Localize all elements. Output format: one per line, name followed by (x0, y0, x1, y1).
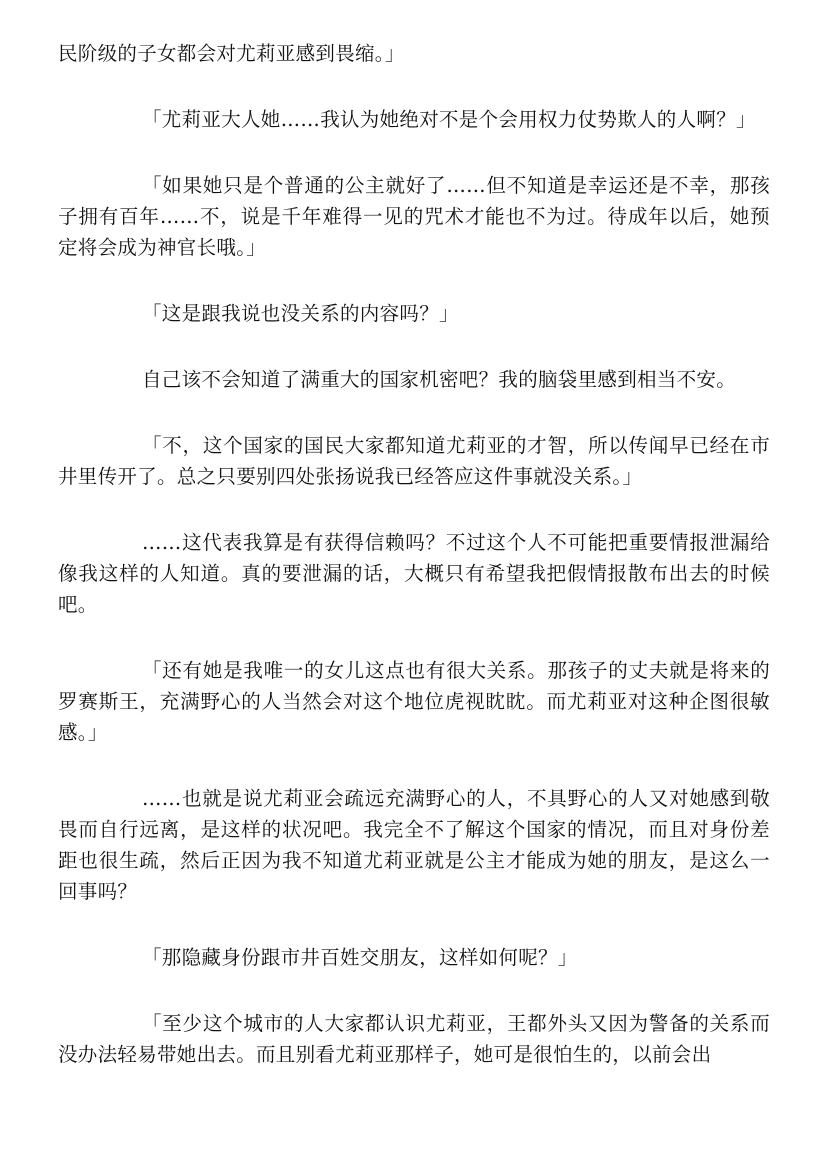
paragraph: 「不，这个国家的国民大家都知道尤莉亚的才智，所以传闻早已经在市井里传开了。总之只要别四处张扬说我已经答应这件事就没关系。」 (58, 434, 770, 488)
paragraph: 「尤莉亚大人她……我认为她绝对不是个会用权力仗势欺人的人啊？」 (142, 108, 756, 131)
paragraph: 自己该不会知道了满重大的国家机密吧？我的脑袋里感到相当不安。 (142, 368, 737, 391)
paragraph: 民阶级的子女都会对尤莉亚感到畏缩。」 (58, 42, 405, 65)
paragraph: ……这代表我算是有获得信赖吗？不过这个人不可能把重要情报泄漏给像我这样的人知道。真的要泄漏的话，大概只有希望我把假情报散布出去的时候吧。 (58, 531, 770, 616)
document-page (58, 38, 770, 1105)
paragraph: ……也就是说尤莉亚会疏远充满野心的人，不具野心的人又对她感到敬畏而自行远离，是这样的状况吧。我完全不了解这个国家的情况，而且对身份差距也很生疏，然后正因为我不知道尤莉亚就是公主才能成为她的朋友，是这么一回事吗？ (58, 787, 770, 903)
paragraph: 「那隐藏身份跟市井百姓交朋友，这样如何呢？」 (142, 946, 578, 969)
paragraph: 「如果她只是个普通的公主就好了……但不知道是幸运还是不幸，那孩子拥有百年……不，说是千年难得一见的咒术才能也不为过。待成年以后，她预定将会成为神官长哦。」 (58, 174, 770, 259)
paragraph: 「还有她是我唯一的女儿这点也有很大关系。那孩子的丈夫就是将来的罗赛斯王，充满野心的人当然会对这个地位虎视眈眈。而尤莉亚对这种企图很敏感。」 (58, 659, 770, 744)
paragraph: 「这是跟我说也没关系的内容吗？」 (142, 302, 459, 325)
paragraph: 「至少这个城市的人大家都认识尤莉亚，王都外头又因为警备的关系而没办法轻易带她出去。而且别看尤莉亚那样子，她可是很怕生的，以前会出 (58, 1012, 770, 1066)
